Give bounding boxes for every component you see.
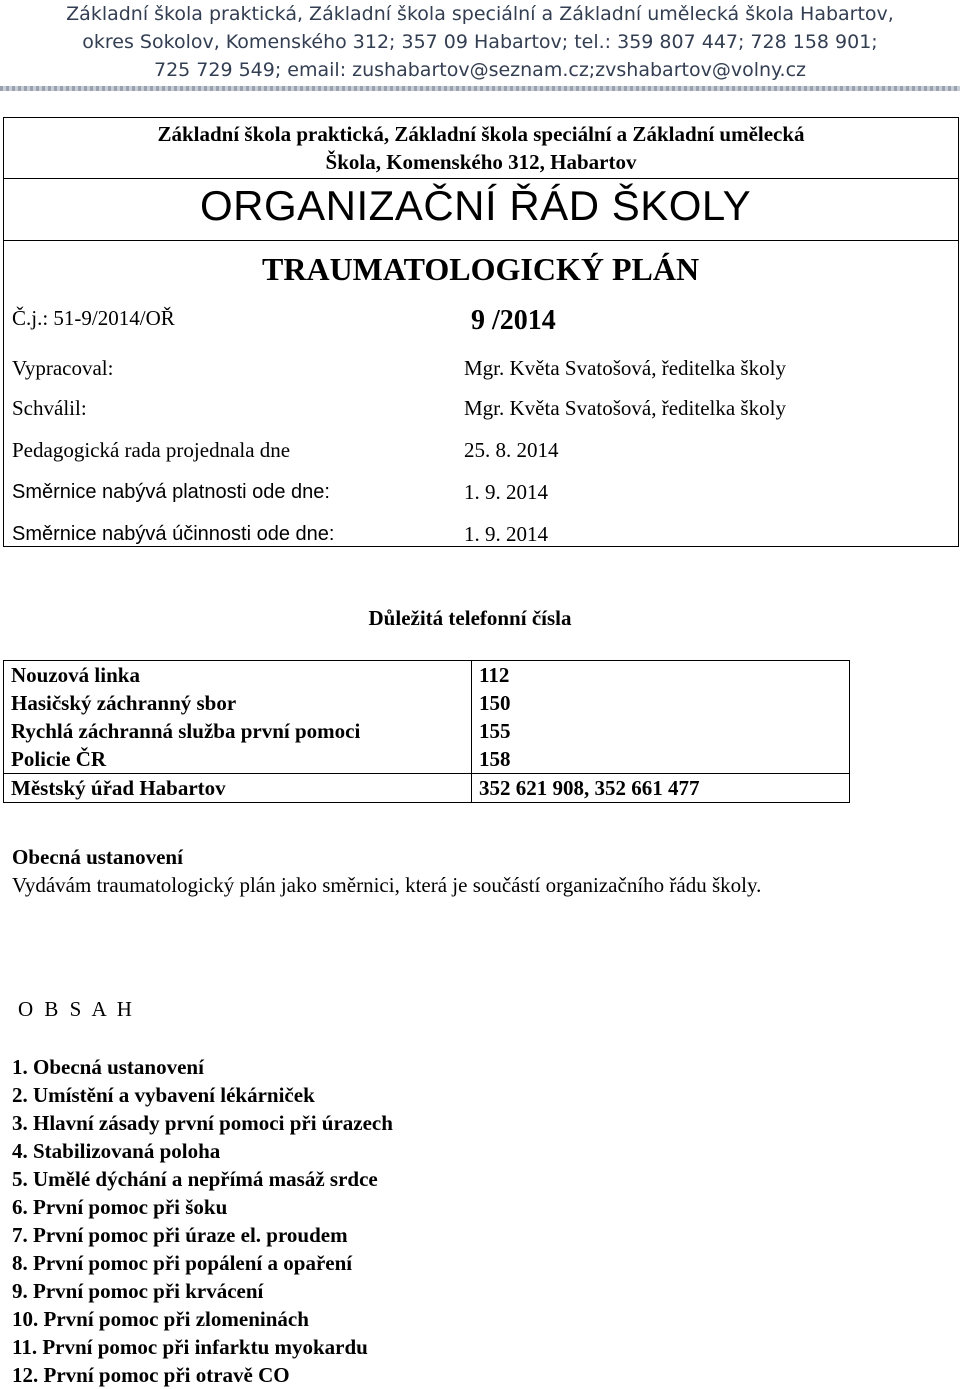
effectiveness-label: Směrnice nabývá účinnosti ode dne: — [12, 523, 335, 545]
contents-heading: O B S A H — [18, 997, 135, 1021]
prepared-by-label: Vypracoval: — [12, 356, 114, 380]
list-item: 11. První pomoc při infarktu myokardu — [12, 1335, 368, 1359]
validity-value: 1. 9. 2014 — [464, 480, 548, 504]
phone-number: 352 621 908, 352 661 477 — [472, 774, 850, 803]
general-provisions-text: Vydávám traumatologický plán jako směrnici, která je součástí organizačního řádu školy. — [12, 873, 762, 897]
list-item: 8. První pomoc při popálení a opaření — [12, 1251, 353, 1275]
phone-name: Nouzová linka — [11, 663, 140, 687]
effectiveness-value: 1. 9. 2014 — [464, 522, 548, 546]
table-row — [4, 774, 850, 803]
school-name-line-1: Základní škola praktická, Základní škola speciální a Základní umělecká — [157, 122, 805, 146]
list-item: 1. Obecná ustanovení — [12, 1055, 204, 1079]
directive-number: 9 /2014 — [471, 305, 556, 336]
table-row — [4, 661, 850, 690]
phone-number: 158 — [472, 745, 850, 774]
phone-name: Městský úřad Habartov — [4, 774, 472, 803]
phone-number: 150 — [472, 689, 850, 717]
list-item: 4. Stabilizovaná poloha — [12, 1139, 221, 1163]
council-discussed-label: Pedagogická rada projednala dne — [12, 438, 291, 462]
phone-number: 155 — [472, 717, 850, 745]
general-provisions-heading: Obecná ustanovení — [12, 845, 183, 869]
phone-name: Policie ČR — [11, 747, 107, 771]
letterhead-line-2: okres Sokolov, Komenského 312; 357 09 Habartov; tel.: 359 807 447; 728 158 901; — [82, 31, 878, 53]
validity-label: Směrnice nabývá platnosti ode dne: — [12, 481, 330, 503]
phone-number: 112 — [472, 661, 850, 690]
list-item: 2. Umístění a vybavení lékárniček — [12, 1083, 315, 1107]
list-item: 5. Umělé dýchání a nepřímá masáž srdce — [12, 1167, 378, 1191]
school-name — [4, 120, 958, 176]
document-title: ORGANIZAČNÍ ŘÁD ŠKOLY — [200, 182, 752, 229]
prepared-by-value: Mgr. Květa Svatošová, ředitelka školy — [464, 356, 786, 380]
list-item: 3. Hlavní zásady první pomoci při úrazech — [12, 1111, 393, 1135]
document-subtitle: TRAUMATOLOGICKÝ PLÁN — [262, 251, 700, 287]
council-discussed-value: 25. 8. 2014 — [464, 438, 559, 462]
phones-heading: Důležitá telefonní čísla — [368, 606, 572, 630]
table-row — [4, 717, 850, 745]
table-row — [4, 689, 850, 717]
list-item: 7. První pomoc při úraze el. proudem — [12, 1223, 348, 1247]
phone-name: Rychlá záchranná služba první pomoci — [11, 719, 361, 743]
letterhead-divider — [0, 86, 960, 91]
reference-number: Č.j.: 51-9/2014/OŘ — [12, 306, 175, 330]
header-divider — [4, 178, 958, 179]
table-row — [4, 745, 850, 774]
phone-name: Hasičský záchranný sbor — [11, 691, 237, 715]
document-header-table — [3, 117, 959, 547]
list-item: 10. První pomoc při zlomeninách — [12, 1307, 309, 1331]
letterhead-line-1: Základní škola praktická, Základní škola speciální a Základní umělecká škola Habartov, — [66, 3, 894, 25]
list-item: 12. První pomoc při otravě CO — [12, 1363, 290, 1387]
table-of-contents — [12, 1053, 393, 1389]
phone-numbers-table — [3, 660, 850, 803]
list-item: 9. První pomoc při krvácení — [12, 1279, 264, 1303]
approved-by-value: Mgr. Květa Svatošová, ředitelka školy — [464, 396, 786, 420]
letterhead — [0, 0, 960, 84]
header-divider — [4, 240, 958, 241]
letterhead-line-3: 725 729 549; email: zushabartov@seznam.cz;zvshabartov@volny.cz — [153, 59, 807, 81]
approved-by-label: Schválil: — [12, 396, 87, 420]
school-name-line-2: Škola, Komenského 312, Habartov — [325, 150, 637, 174]
list-item: 6. První pomoc při šoku — [12, 1195, 228, 1219]
